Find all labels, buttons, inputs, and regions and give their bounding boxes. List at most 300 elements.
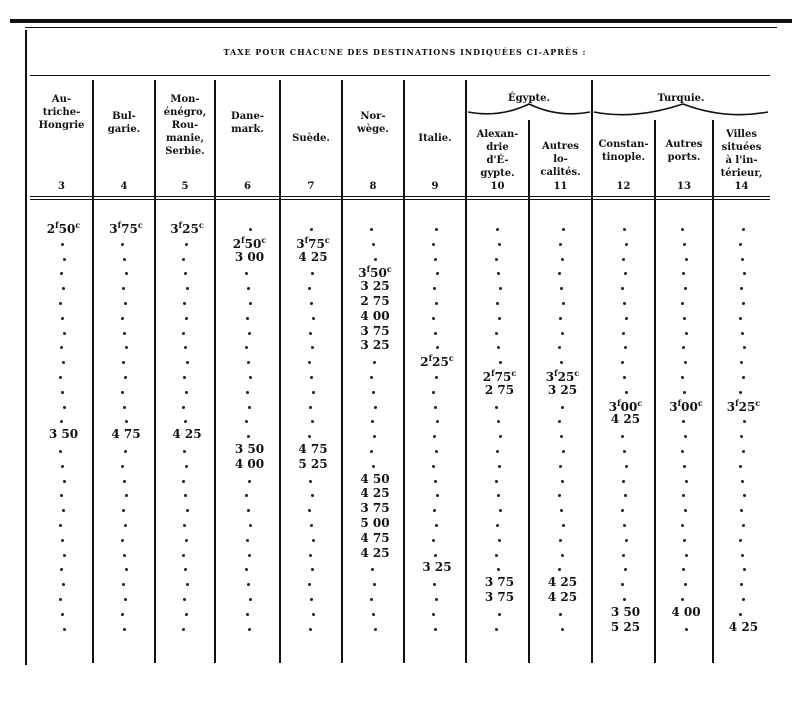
ditto-mark: [248, 406, 251, 409]
ditto-mark: [372, 243, 375, 246]
rate-cell: [223, 442, 276, 456]
ditto-mark: [374, 628, 377, 631]
ditto-mark: [625, 465, 628, 468]
ditto-mark: [681, 598, 684, 601]
rate-value: 4 25: [360, 545, 390, 560]
rate-cell: [412, 560, 462, 574]
rate-value: 4 75: [111, 427, 141, 442]
ditto-mark: [372, 613, 375, 616]
rate-value: 4 50: [360, 471, 390, 486]
ditto-mark: [498, 613, 501, 616]
rate-cell: [600, 620, 651, 634]
ditto-mark: [562, 302, 565, 305]
ditto-mark: [561, 332, 564, 335]
rate-value: 3: [608, 399, 618, 414]
ditto-mark: [741, 554, 744, 557]
ditto-mark: [621, 509, 624, 512]
ditto-mark: [496, 450, 499, 453]
ditto-mark: [61, 317, 64, 320]
rate-value: 2 75: [360, 294, 390, 308]
ditto-mark: [61, 243, 64, 246]
rate-value: 3 75: [360, 323, 390, 338]
ditto-mark: [435, 228, 438, 231]
ditto-mark: [310, 598, 313, 601]
ditto-mark: [683, 243, 686, 246]
column-number: 7: [307, 181, 315, 192]
ditto-mark: [183, 302, 186, 305]
rate-cents: 25: [432, 355, 449, 370]
rate-cell: [163, 220, 211, 236]
ditto-mark: [63, 332, 66, 335]
rate-cell: [288, 235, 338, 251]
franc-unit: f: [178, 220, 183, 230]
rate-value: 3: [170, 222, 179, 236]
ditto-mark: [685, 554, 688, 557]
ditto-mark: [123, 554, 126, 557]
ditto-mark: [249, 228, 252, 231]
ditto-mark: [123, 332, 126, 335]
ditto-mark: [742, 376, 745, 379]
ditto-mark: [124, 450, 127, 453]
franc-unit: f: [677, 397, 682, 408]
rate-cell: [350, 264, 400, 280]
ditto-mark: [559, 317, 562, 320]
rate-value: 4 25: [547, 590, 578, 604]
ditto-mark: [562, 450, 565, 453]
centime-unit: c: [75, 220, 81, 230]
ditto-mark: [121, 317, 124, 320]
ditto-mark: [63, 480, 66, 483]
franc-unit: f: [735, 397, 739, 408]
column-header: Au- triche- Hongrie: [38, 94, 85, 131]
ditto-mark: [124, 302, 127, 305]
column-number: 5: [181, 181, 189, 192]
rate-value: 4 25: [172, 427, 202, 442]
rate-value: 3: [109, 222, 118, 236]
ditto-mark: [623, 450, 626, 453]
rate-value: 2: [46, 222, 56, 236]
ditto-mark: [310, 228, 313, 231]
ditto-mark: [740, 435, 743, 438]
ditto-mark: [681, 302, 684, 305]
ditto-mark: [561, 554, 564, 557]
ditto-mark: [499, 509, 502, 512]
ditto-mark: [435, 598, 438, 601]
ditto-mark: [185, 243, 188, 246]
column-number: 14: [734, 181, 749, 192]
centime-unit: c: [198, 220, 204, 230]
rate-cell: [38, 427, 89, 441]
column-number: 10: [490, 181, 505, 192]
rate-value: 3: [296, 236, 305, 251]
ditto-mark: [739, 613, 742, 616]
column-header: Autres lo- calités.: [540, 141, 581, 178]
rate-cell: [412, 353, 462, 369]
ditto-mark: [374, 406, 377, 409]
ditto-mark: [62, 583, 65, 586]
ditto-mark: [681, 376, 684, 379]
centime-unit: c: [137, 220, 143, 230]
ditto-mark: [247, 435, 250, 438]
ditto-mark: [432, 613, 435, 616]
rate-cell: [600, 605, 651, 619]
ditto-mark: [123, 628, 126, 631]
ditto-mark: [625, 539, 628, 542]
ditto-mark: [432, 391, 435, 394]
ditto-mark: [740, 509, 743, 512]
ditto-mark: [310, 376, 313, 379]
rate-value: 3: [726, 399, 736, 414]
ditto-mark: [61, 539, 64, 542]
rate-value: 2: [482, 370, 492, 384]
ditto-mark: [740, 361, 743, 364]
ditto-mark: [561, 258, 564, 261]
ditto-mark: [495, 480, 498, 483]
rate-value: 4 25: [610, 412, 641, 427]
ditto-mark: [123, 480, 126, 483]
ditto-mark: [370, 598, 373, 601]
rate-value: 2 75: [484, 382, 515, 397]
ditto-mark: [739, 465, 742, 468]
ditto-mark: [621, 583, 624, 586]
turkey-brace: [594, 104, 768, 115]
franc-unit: f: [491, 368, 495, 378]
ditto-mark: [312, 317, 315, 320]
rate-cents: 75: [308, 236, 325, 251]
rate-cell: [721, 620, 766, 634]
ditto-mark: [310, 302, 313, 305]
ditto-mark: [59, 302, 62, 305]
rate-cell: [350, 546, 400, 560]
column-header: Villes situées à l'in- térieur,: [720, 129, 763, 179]
rate-cents: 00: [681, 399, 698, 414]
ditto-mark: [622, 332, 625, 335]
rate-cell: [350, 486, 400, 500]
rate-value: 4 25: [547, 575, 578, 590]
ditto-mark: [498, 317, 501, 320]
rate-cell: [537, 590, 588, 604]
ditto-mark: [185, 391, 188, 394]
rate-cell: [663, 398, 709, 414]
ditto-mark: [681, 524, 684, 527]
ditto-mark: [370, 376, 373, 379]
franc-unit: f: [617, 397, 621, 408]
ditto-mark: [185, 539, 188, 542]
ditto-mark: [741, 480, 744, 483]
rate-cell: [474, 590, 525, 604]
rate-cents: 50: [244, 236, 262, 251]
rate-value: 5 25: [610, 619, 641, 634]
ditto-mark: [182, 406, 185, 409]
rate-cell: [101, 220, 151, 236]
centime-unit: c: [386, 264, 392, 275]
ditto-mark: [741, 258, 744, 261]
ditto-mark: [182, 554, 185, 557]
centime-unit: c: [697, 397, 703, 408]
franc-unit: f: [117, 220, 122, 230]
ditto-mark: [434, 406, 437, 409]
ditto-mark: [370, 228, 373, 231]
rate-cell: [600, 412, 651, 426]
column-number: 12: [616, 181, 631, 192]
rate-cell: [537, 575, 588, 589]
ditto-mark: [247, 583, 250, 586]
group-header-turkey: Turquie.: [657, 93, 705, 104]
ditto-mark: [247, 509, 250, 512]
ditto-mark: [310, 524, 313, 527]
ditto-mark: [681, 228, 684, 231]
ditto-mark: [740, 583, 743, 586]
rate-value: 4 00: [234, 456, 265, 471]
rate-cell: [663, 605, 709, 619]
ditto-mark: [739, 539, 742, 542]
ditto-mark: [62, 509, 65, 512]
ditto-mark: [370, 450, 373, 453]
ditto-mark: [59, 598, 62, 601]
rate-value: 2: [420, 355, 429, 370]
rate-cell: [288, 250, 338, 264]
ditto-mark: [63, 628, 66, 631]
column-header: Mon- énégro, Rou- manie, Serbie.: [163, 94, 207, 157]
centime-unit: c: [448, 353, 454, 364]
ditto-mark: [739, 391, 742, 394]
ditto-mark: [435, 376, 438, 379]
rate-cell: [223, 250, 276, 264]
ditto-mark: [499, 361, 502, 364]
rate-value: 4 75: [360, 530, 390, 545]
rate-value: 3 75: [360, 501, 390, 516]
column-header: Italie.: [418, 133, 452, 144]
ditto-mark: [621, 361, 624, 364]
rate-cell: [350, 309, 400, 323]
ditto-mark: [121, 391, 124, 394]
rate-cell: [721, 398, 766, 414]
column-number: 9: [431, 181, 439, 192]
ditto-mark: [121, 539, 124, 542]
ditto-mark: [559, 613, 562, 616]
ditto-mark: [61, 613, 64, 616]
ditto-mark: [183, 524, 186, 527]
ditto-mark: [742, 598, 745, 601]
ditto-mark: [374, 258, 377, 261]
ditto-mark: [562, 524, 565, 527]
ditto-mark: [63, 258, 66, 261]
rate-value: 3: [669, 399, 678, 414]
ditto-mark: [246, 613, 249, 616]
ditto-mark: [372, 391, 375, 394]
ditto-mark: [496, 302, 499, 305]
ditto-mark: [247, 361, 250, 364]
ditto-mark: [495, 332, 498, 335]
column-header: Bul- garie.: [107, 111, 141, 135]
ditto-mark: [683, 391, 686, 394]
franc-unit: f: [366, 264, 371, 275]
ditto-mark: [63, 406, 66, 409]
ditto-mark: [63, 554, 66, 557]
column-number: 13: [677, 181, 691, 192]
ditto-mark: [185, 465, 188, 468]
ditto-mark: [739, 243, 742, 246]
rate-cell: [600, 398, 651, 414]
ditto-mark: [309, 332, 312, 335]
rate-cell: [474, 575, 525, 589]
ditto-mark: [623, 302, 626, 305]
ditto-mark: [312, 613, 315, 616]
ditto-mark: [309, 406, 312, 409]
ditto-mark: [434, 628, 437, 631]
rate-cell: [474, 368, 525, 384]
ditto-mark: [248, 628, 251, 631]
ditto-mark: [495, 554, 498, 557]
rate-value: 3: [358, 266, 367, 281]
rate-cents: 75: [121, 222, 138, 236]
ditto-mark: [434, 258, 437, 261]
rate-value: 4 00: [671, 604, 701, 619]
ditto-mark: [312, 539, 315, 542]
ditto-mark: [59, 450, 62, 453]
ditto-mark: [685, 628, 688, 631]
centime-unit: c: [324, 234, 330, 245]
ditto-mark: [561, 406, 564, 409]
franc-unit: f: [554, 368, 558, 378]
ditto-mark: [434, 554, 437, 557]
ditto-mark: [499, 287, 502, 290]
rate-cell: [350, 324, 400, 338]
column-header: Dane- mark.: [231, 111, 264, 135]
ditto-mark: [372, 465, 375, 468]
ditto-mark: [434, 332, 437, 335]
ditto-mark: [246, 391, 249, 394]
rate-value: 2: [232, 236, 242, 251]
ditto-mark: [185, 613, 188, 616]
ditto-mark: [124, 598, 127, 601]
ditto-mark: [561, 628, 564, 631]
ditto-mark: [621, 287, 624, 290]
ditto-mark: [249, 524, 252, 527]
rate-cents: 25: [182, 222, 199, 236]
column-number: 8: [369, 181, 377, 192]
ditto-mark: [496, 228, 499, 231]
ditto-mark: [185, 317, 188, 320]
ditto-mark: [559, 243, 562, 246]
rate-cell: [350, 472, 400, 486]
ditto-mark: [432, 539, 435, 542]
ditto-mark: [435, 524, 438, 527]
ditto-mark: [124, 524, 127, 527]
ditto-mark: [623, 376, 626, 379]
ditto-mark: [309, 628, 312, 631]
ditto-mark: [685, 480, 688, 483]
ditto-mark: [685, 258, 688, 261]
rate-value: 3 75: [484, 590, 515, 604]
group-header-egypt: Égypte.: [508, 93, 550, 104]
rate-cell: [350, 531, 400, 545]
ditto-mark: [742, 228, 745, 231]
rate-value: 4 00: [360, 308, 390, 323]
rate-value: 3 25: [547, 382, 578, 397]
ditto-mark: [247, 287, 250, 290]
ditto-mark: [623, 228, 626, 231]
ditto-mark: [248, 332, 251, 335]
centime-unit: c: [637, 397, 643, 408]
ditto-mark: [683, 539, 686, 542]
ditto-mark: [622, 554, 625, 557]
ditto-mark: [432, 317, 435, 320]
ditto-mark: [683, 317, 686, 320]
ditto-mark: [432, 465, 435, 468]
rate-value: 4 25: [728, 619, 759, 634]
ditto-mark: [622, 480, 625, 483]
centime-unit: c: [755, 397, 761, 408]
rate-value: 3 00: [234, 249, 265, 264]
rate-value: 3 25: [360, 338, 390, 353]
ditto-mark: [182, 258, 185, 261]
ditto-mark: [742, 450, 745, 453]
rate-cell: [38, 220, 89, 236]
franc-unit: f: [241, 234, 245, 245]
centime-unit: c: [261, 234, 267, 245]
table-title: TAXE POUR CHACUNE DES DESTINATIONS INDIQUÉES CI-APRÈS :: [223, 47, 587, 57]
rate-value: 3 75: [484, 575, 515, 590]
ditto-mark: [499, 435, 502, 438]
ditto-mark: [124, 376, 127, 379]
centime-unit: c: [574, 368, 580, 378]
ditto-mark: [560, 287, 563, 290]
ditto-mark: [248, 554, 251, 557]
ditto-mark: [625, 243, 628, 246]
ditto-mark: [625, 391, 628, 394]
ditto-mark: [496, 524, 499, 527]
ditto-mark: [312, 391, 315, 394]
ditto-mark: [123, 258, 126, 261]
column-number: 3: [58, 181, 65, 192]
ditto-mark: [495, 258, 498, 261]
ditto-mark: [498, 243, 501, 246]
rate-value: 3 50: [610, 604, 641, 619]
ditto-mark: [249, 376, 252, 379]
ditto-mark: [623, 598, 626, 601]
ditto-mark: [248, 480, 251, 483]
ditto-mark: [183, 376, 186, 379]
ditto-mark: [123, 406, 126, 409]
ditto-mark: [246, 539, 249, 542]
rate-value: 5 25: [298, 456, 328, 471]
column-header: Suède.: [292, 133, 330, 144]
rate-value: 3 25: [422, 560, 452, 575]
column-header: Constan- tinople.: [598, 139, 649, 163]
ditto-mark: [623, 524, 626, 527]
ditto-mark: [62, 287, 65, 290]
ditto-mark: [61, 465, 64, 468]
ditto-mark: [498, 465, 501, 468]
column-header: Alexan- drie d'É- gypte.: [476, 129, 519, 179]
ditto-mark: [121, 243, 124, 246]
ditto-mark: [685, 332, 688, 335]
ditto-mark: [739, 317, 742, 320]
rate-cell: [288, 442, 338, 456]
rate-cents: 50: [58, 222, 76, 236]
ditto-mark: [741, 332, 744, 335]
rate-cell: [288, 457, 338, 471]
ditto-mark: [683, 465, 686, 468]
rate-cell: [537, 368, 588, 384]
ditto-mark: [681, 450, 684, 453]
ditto-mark: [742, 524, 745, 527]
egypt-brace: [468, 104, 590, 114]
ditto-mark: [435, 302, 438, 305]
centime-unit: c: [511, 368, 517, 378]
column-header: Nor- wège.: [357, 111, 389, 135]
